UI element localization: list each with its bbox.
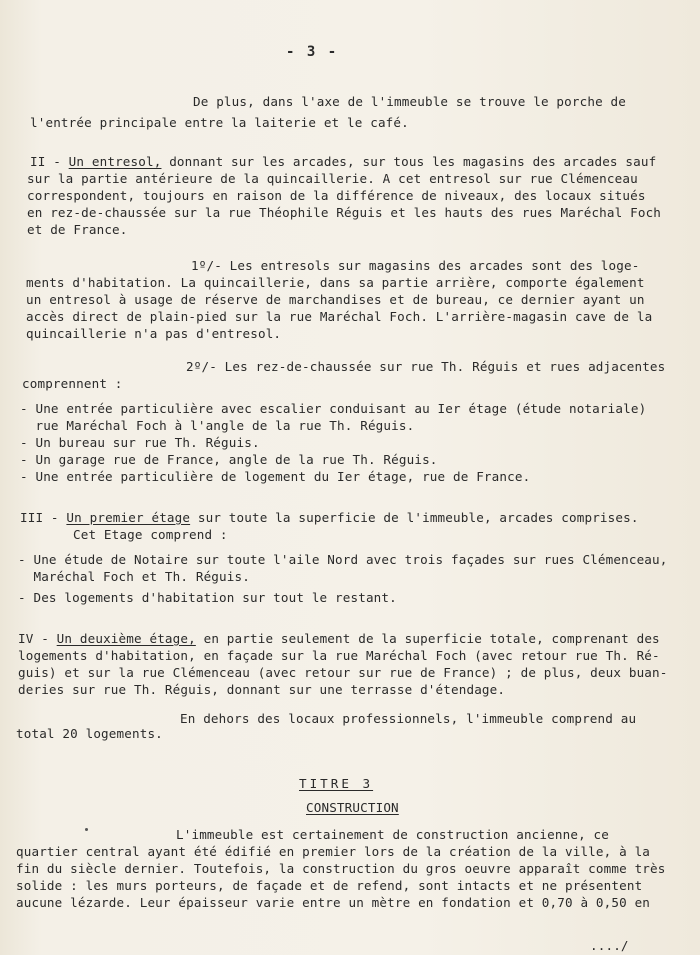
construction-line: fin du siècle dernier. Toutefois, la construction du gros oeuvre apparaît comme très [16,861,666,876]
section-ii-line: et de France. [27,222,128,237]
section-iv-first-line [18,631,660,646]
ink-dot [85,828,88,831]
section-iii-line: Cet Etage comprend : [73,527,228,542]
section-iii-bullet: Maréchal Foch et Th. Réguis. [18,569,250,584]
section-iii-heading: Un premier étage [66,510,191,525]
section-iii-numeral: III - [20,510,67,525]
item-1-line: quincaillerie n'a pas d'entresol. [26,326,282,341]
item-1-line: accès direct de plain-pied sur la rue Maréchal Foch. L'arrière-magasin cave de la [26,309,653,324]
page-number: - 3 - [286,44,339,60]
section-iv-line: guis) et sur la rue Clémenceau (avec retour sur rue de France) ; de plus, deux buan- [18,665,668,680]
item-2-bullet: rue Maréchal Foch à l'angle de la rue Th. Réguis. [20,418,415,433]
item-1-line: un entresol à usage de réserve de marchandises et de bureau, ce dernier ayant un [26,292,645,307]
continuation-mark: ..../ [590,938,629,953]
section-iii-bullet: - Des logements d'habitation sur tout le restant. [18,590,397,605]
section-iv-line: logements d'habitation, en façade sur la rue Maréchal Foch (avec retour rue Th. Ré- [18,648,660,663]
construction-line: L'immeuble est certainement de construction ancienne, ce [176,827,609,842]
item-2-bullet: - Un bureau sur rue Th. Réguis. [20,435,260,450]
section-ii-line: sur la partie antérieure de la quincaillerie. A cet entresol sur rue Clémenceau [27,171,638,186]
intro-line: l'entrée principale entre la laiterie et le café. [30,115,409,130]
item-1-line: ments d'habitation. La quincaillerie, dans sa partie arrière, comporte également [26,275,645,290]
item-2-line: 2º/- Les rez-de-chaussée sur rue Th. Réguis et rues adjacentes [186,359,666,374]
section-ii-first-line [30,154,656,169]
section-ii-numeral: II - [30,154,69,169]
item-2-bullet: - Une entrée particulière avec escalier conduisant au Ier étage (étude notariale) [20,401,647,416]
section-iii-line1-rest: sur toute la superficie de l'immeuble, arcades comprises. [190,510,639,525]
section-iv-numeral: IV - [18,631,57,646]
titre-heading: TITRE 3 [299,776,374,791]
total-line: total 20 logements. [16,726,163,741]
section-iv-line1-rest: en partie seulement de la superficie totale, comprenant des [195,631,660,646]
item-2-bullet: - Une entrée particulière de logement du Ier étage, rue de France. [20,469,531,484]
section-ii-line1-rest: donnant sur les arcades, sur tous les magasins des arcades sauf [161,154,657,169]
section-ii-line: en rez-de-chaussée sur la rue Théophile Réguis et les hauts des rues Maréchal Foch [27,205,662,220]
titre-subtitle: CONSTRUCTION [306,800,399,815]
section-iv-heading: Un deuxième étage, [56,631,196,646]
construction-line: solide : les murs porteurs, de façade et de refend, sont intacts et ne présentent [16,878,643,893]
item-1-line: 1º/- Les entresols sur magasins des arcades sont des loge- [191,258,640,273]
section-iii-first-line [20,510,639,525]
total-line: En dehors des locaux professionnels, l'immeuble comprend au [180,711,637,726]
section-ii-line: correspondent, toujours en raison de la différence de niveaux, des locaux situés [27,188,646,203]
item-2-line: comprennent : [22,376,123,391]
item-2-bullet: - Un garage rue de France, angle de la rue Th. Réguis. [20,452,438,467]
section-ii-heading: Un entresol, [68,154,162,169]
construction-line: aucune lézarde. Leur épaisseur varie entre un mètre en fondation et 0,70 à 0,50 en [16,895,651,910]
section-iii-bullet: - Une étude de Notaire sur toute l'aile Nord avec trois façades sur rues Clémenceau, [18,552,668,567]
intro-line: De plus, dans l'axe de l'immeuble se trouve le porche de [193,94,626,109]
section-iv-line: deries sur rue Th. Réguis, donnant sur une terrasse d'étendage. [18,682,506,697]
construction-line: quartier central ayant été édifié en premier lors de la création de la ville, à la [16,844,651,859]
